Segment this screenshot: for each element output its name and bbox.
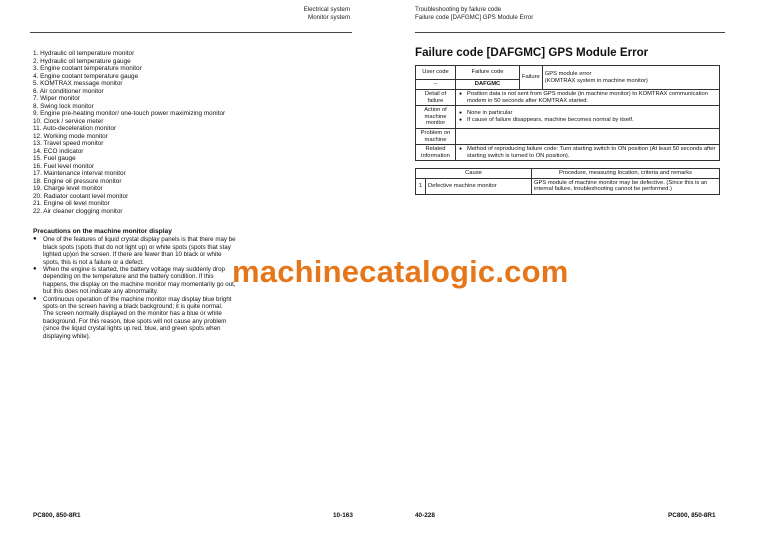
list-item: 12. Working mode monitor xyxy=(33,132,108,140)
failure-desc-line1: GPS module error xyxy=(544,70,592,77)
list-item: 19. Charge level monitor xyxy=(33,185,103,192)
detail-label: Detail of failure xyxy=(416,90,456,106)
table-row xyxy=(416,90,720,106)
list-item: 5. KOMTRAX message monitor xyxy=(33,80,123,87)
failure-desc-line2: (KOMTRAX system in machine monitor) xyxy=(544,77,648,84)
cause-table xyxy=(415,168,720,195)
table-row xyxy=(416,106,720,129)
right-header-rule xyxy=(415,32,725,33)
precaution-item xyxy=(33,236,238,266)
list-item: 13. Travel speed monitor xyxy=(33,140,104,147)
problem-label: Problem on machine xyxy=(416,128,456,144)
list-item: 9. Engine pre-heating monitor/ one-touch power maximizing monitor xyxy=(33,110,226,117)
list-item: 1. Hydraulic oil temperature monitor xyxy=(33,50,135,57)
cause-header: Cause xyxy=(416,169,532,179)
list-item: 14. ECO indicator xyxy=(33,147,84,155)
list-item: 4. Engine coolant temperature gauge xyxy=(33,72,139,80)
left-header-rule xyxy=(30,32,352,33)
table-row xyxy=(416,169,720,179)
cause-number: 1 xyxy=(416,178,426,194)
list-item: 3. Engine coolant temperature monitor xyxy=(33,65,142,72)
failure-code-value: DAFGMC xyxy=(456,80,520,90)
table-row xyxy=(416,178,720,194)
list-item: 16. Fuel level monitor xyxy=(33,162,95,170)
list-item: 11. Auto-deceleration monitor xyxy=(33,125,117,132)
list-item: 8. Swing lock monitor xyxy=(33,102,94,110)
failure-description xyxy=(542,66,719,90)
precaution-paragraph: ● When the engine is started, the battery voltage may suddenly drop depending on the temperature and the battery condition. If this happens, the display on the machine monitor may momentarily go out, but this does not indicate any abnormality. xyxy=(43,266,236,296)
list-item: 22. Air cleaner clogging monitor xyxy=(33,207,123,215)
precaution-paragraph: ● Continuous operation of the machine monitor may display blue bright spots on the screen having a black background; it is quite normal. xyxy=(43,295,232,311)
monitor-list xyxy=(33,50,225,215)
right-footer-model: PC800, 850-8R1 xyxy=(668,512,716,519)
left-footer-model: PC800, 850-8R1 xyxy=(33,512,81,519)
table-row xyxy=(416,66,720,80)
list-item: 20. Radiator coolant level monitor xyxy=(33,192,129,200)
procedure-text: GPS module of machine monitor may be defective. (Since this is an internal failure, troubleshooting cannot be performed.) xyxy=(532,178,720,194)
related-label: Related information xyxy=(416,145,456,161)
list-item: 17. Maintenance interval monitor xyxy=(33,170,126,177)
list-item: 15. Fuel gauge xyxy=(33,155,76,162)
table-row xyxy=(416,128,720,144)
left-footer-page: 10-163 xyxy=(333,512,353,519)
list-item: 7. Wiper monitor xyxy=(33,95,80,102)
user-code-label: User code xyxy=(416,66,456,80)
user-code-value: – xyxy=(416,80,456,90)
action-label: Action of machine monitor xyxy=(416,106,456,129)
list-item: 18. Engine oil pressure monitor xyxy=(33,177,122,185)
precautions-section xyxy=(33,228,238,340)
table-row xyxy=(416,145,720,161)
precautions-list xyxy=(33,236,238,340)
left-header-section: Electrical system xyxy=(303,6,350,13)
action-item: ● If cause of failure disappears, machine becomes normal by itself. xyxy=(458,117,717,124)
problem-cell xyxy=(456,128,720,144)
failure-label: Failure xyxy=(520,66,543,90)
precaution-item xyxy=(33,296,238,340)
failure-title: Failure code [DAFGMC] GPS Module Error xyxy=(415,46,649,59)
procedure-header: Procedure, measuring location, criteria and remarks xyxy=(532,169,720,179)
detail-cell xyxy=(456,90,720,106)
left-page-header xyxy=(280,6,350,21)
precaution-paragraph: ● One of the features of liquid crystal display panels is that there may be black spots (spots that do not light up) or white spots (spots that stay lighted up)on the screen. If there are fewer than 10 black or white spots, this is not a failure or a defect. xyxy=(43,236,236,266)
list-item: 2. Hydraulic oil temperature gauge xyxy=(33,57,131,65)
detail-text: ● Position data is not sent from GPS module (in machine monitor) to KOMTRAX communication modem in 50 seconds after KOMTRAX started. xyxy=(458,91,717,104)
right-header-section: Troubleshooting by failure code xyxy=(415,6,502,13)
precaution-item xyxy=(33,266,238,296)
watermark-text: machinecatalogic.com xyxy=(232,254,569,289)
list-item: 6. Air conditioner monitor xyxy=(33,87,104,95)
related-text: ● Method of reproducing failure code: Turn starting switch to ON position (At least 50 seconds after starting switch is turned to ON position). xyxy=(458,146,717,159)
action-item: ● None in particular xyxy=(458,110,717,117)
precaution-paragraph: The screen normally displayed on the monitor has a blue or white background. For this reason, blue spots will not cause any problem (since the liquid crystal lights up red, blue, and green spots when displaying white). xyxy=(43,310,227,340)
precautions-title: Precautions on the machine monitor display xyxy=(33,228,172,235)
action-cell xyxy=(456,106,720,129)
list-item: 10. Clock / service meter xyxy=(33,117,104,125)
right-footer-page: 40-228 xyxy=(415,512,435,519)
right-page-header xyxy=(415,6,615,21)
failure-code-label: Failure code xyxy=(456,66,520,80)
related-cell xyxy=(456,145,720,161)
failure-info-table xyxy=(415,65,720,161)
list-item: 21. Engine oil level monitor xyxy=(33,200,110,207)
right-header-subsection: Failure code [DAFGMC] GPS Module Error xyxy=(415,13,534,21)
cause-text: Defective machine monitor xyxy=(426,178,532,194)
left-header-subsection: Monitor system xyxy=(308,13,350,21)
